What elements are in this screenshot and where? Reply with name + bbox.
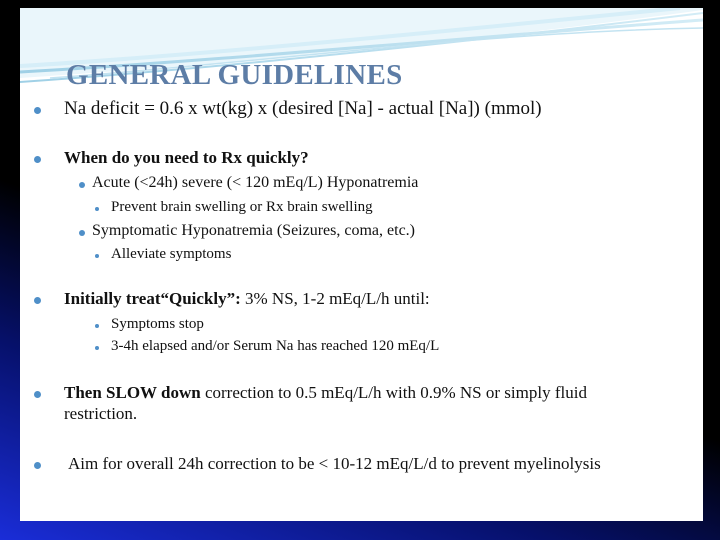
bullet-icon	[34, 107, 41, 114]
bullet-icon	[34, 156, 41, 163]
bullet-icon	[95, 207, 99, 211]
treat-heading	[64, 289, 430, 309]
bullet-icon	[34, 297, 41, 304]
slow-line-1	[64, 383, 587, 403]
bullet-icon	[34, 462, 41, 469]
slow-rest: correction to 0.5 mEq/L/h with 0.9% NS or simply fluid	[200, 383, 587, 402]
bullet-icon	[34, 391, 41, 398]
q1-heading	[64, 148, 309, 168]
treat-subitem-1: Symptoms stop	[111, 316, 204, 332]
formula-expression: = 0.6 x wt(kg) x (desired [Na] - actual [Na]) (mmol)	[144, 98, 542, 119]
aim-text: Aim for overall 24h correction to be < 10-12 mEq/L/d to prevent myelinolysis	[68, 454, 601, 473]
formula-text	[64, 98, 542, 120]
bullet-icon	[79, 182, 85, 188]
slow-line-2: restriction.	[64, 404, 138, 423]
slide-title: GENERAL GUIDELINES	[66, 59, 403, 91]
symptomatic-item: Symptomatic Hyponatremia (Seizures, coma, etc.)	[92, 222, 416, 239]
slide	[20, 8, 703, 521]
bullet-icon	[95, 324, 99, 328]
acute-subitem: Prevent brain swelling or Rx brain swelling	[111, 199, 373, 215]
treat-subitem-2: 3-4h elapsed and/or Serum Na has reached 120 mEq/L	[111, 338, 440, 354]
symptomatic-subitem: Alleviate symptoms	[111, 246, 232, 262]
bullet-icon	[79, 230, 85, 236]
formula-label: Na deficit	[64, 98, 140, 119]
bullet-icon	[95, 346, 99, 350]
treat-heading-rest: 3% NS, 1-2 mEq/L/h until:	[240, 289, 430, 308]
slow-bold: Then SLOW down	[64, 383, 201, 402]
q1-heading-text: When do you need to Rx quickly?	[64, 148, 309, 167]
acute-item: Acute (<24h) severe (< 120 mEq/L) Hyponatremia	[92, 174, 419, 191]
bullet-icon	[95, 254, 99, 258]
treat-heading-bold: Initially treat“Quickly”:	[64, 289, 241, 308]
